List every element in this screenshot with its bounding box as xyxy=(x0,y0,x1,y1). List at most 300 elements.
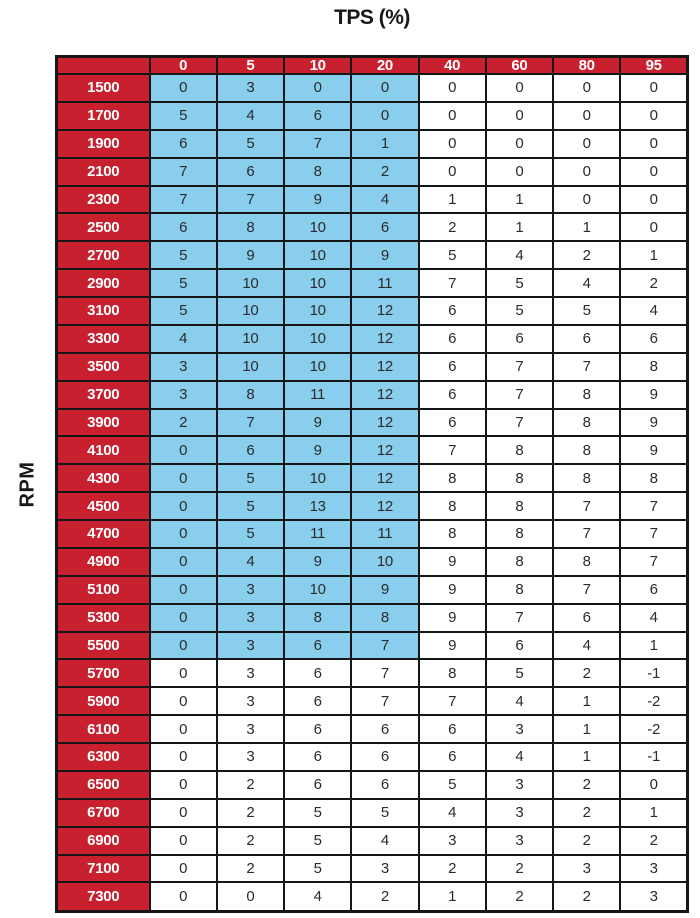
value-cell: 1 xyxy=(553,715,620,743)
value-cell: 8 xyxy=(553,436,620,464)
value-cell: 6 xyxy=(284,687,351,715)
value-cell: -1 xyxy=(620,743,687,771)
value-cell: 0 xyxy=(620,158,687,186)
value-cell: 3 xyxy=(486,827,553,855)
value-cell: 5 xyxy=(217,464,284,492)
row-header-rpm: 3700 xyxy=(57,381,150,409)
value-cell: 9 xyxy=(419,576,486,604)
value-cell: 10 xyxy=(284,297,351,325)
col-header-tps-0: 0 xyxy=(150,57,217,75)
value-cell: 6 xyxy=(419,409,486,437)
col-header-tps-80: 80 xyxy=(553,57,620,75)
row-header-rpm: 2300 xyxy=(57,186,150,214)
value-cell: 0 xyxy=(150,520,217,548)
value-cell: 6 xyxy=(351,213,418,241)
row-header-rpm: 1700 xyxy=(57,102,150,130)
value-cell: 8 xyxy=(620,464,687,492)
value-cell: 0 xyxy=(419,102,486,130)
value-cell: 3 xyxy=(217,632,284,660)
value-cell: 2 xyxy=(553,241,620,269)
value-cell: -2 xyxy=(620,715,687,743)
value-cell: 1 xyxy=(486,213,553,241)
value-cell: 7 xyxy=(486,409,553,437)
value-cell: 10 xyxy=(284,269,351,297)
value-cell: 4 xyxy=(217,548,284,576)
table-row-rpm-1500 xyxy=(57,74,688,102)
value-cell: 0 xyxy=(150,687,217,715)
value-cell: 8 xyxy=(351,604,418,632)
value-cell: 8 xyxy=(419,659,486,687)
row-header-rpm: 3100 xyxy=(57,297,150,325)
table-row-rpm-5900 xyxy=(57,687,688,715)
value-cell: 0 xyxy=(150,882,217,911)
table-row-rpm-3700 xyxy=(57,381,688,409)
value-cell: 4 xyxy=(351,827,418,855)
table-row-rpm-5700 xyxy=(57,659,688,687)
value-cell: 11 xyxy=(351,269,418,297)
value-cell: 4 xyxy=(284,882,351,911)
value-cell: 10 xyxy=(217,325,284,353)
table-row-rpm-5300 xyxy=(57,604,688,632)
value-cell: 6 xyxy=(620,576,687,604)
value-cell: 5 xyxy=(419,241,486,269)
value-cell: 0 xyxy=(150,827,217,855)
value-cell: 2 xyxy=(217,771,284,799)
value-cell: 6 xyxy=(620,325,687,353)
value-cell: 2 xyxy=(419,213,486,241)
table-row-rpm-4500 xyxy=(57,492,688,520)
value-cell: 6 xyxy=(284,102,351,130)
value-cell: 12 xyxy=(351,353,418,381)
value-cell: 0 xyxy=(150,492,217,520)
value-cell: 5 xyxy=(553,297,620,325)
value-cell: 0 xyxy=(620,771,687,799)
table-row-rpm-3300 xyxy=(57,325,688,353)
value-cell: 6 xyxy=(150,213,217,241)
value-cell: 8 xyxy=(486,576,553,604)
value-cell: 4 xyxy=(351,186,418,214)
value-cell: 5 xyxy=(284,799,351,827)
value-cell: 7 xyxy=(620,520,687,548)
value-cell: 9 xyxy=(351,576,418,604)
col-header-tps-20: 20 xyxy=(351,57,418,75)
row-header-rpm: 5300 xyxy=(57,604,150,632)
col-header-tps-5: 5 xyxy=(217,57,284,75)
row-header-rpm: 5100 xyxy=(57,576,150,604)
value-cell: 7 xyxy=(486,604,553,632)
value-cell: 6 xyxy=(284,743,351,771)
value-cell: 3 xyxy=(217,576,284,604)
value-cell: 5 xyxy=(150,241,217,269)
value-cell: 8 xyxy=(419,520,486,548)
col-header-tps-10: 10 xyxy=(284,57,351,75)
value-cell: 0 xyxy=(351,74,418,102)
value-cell: 2 xyxy=(553,659,620,687)
value-cell: 3 xyxy=(620,855,687,883)
table-row-rpm-5500 xyxy=(57,632,688,660)
value-cell: 6 xyxy=(284,771,351,799)
row-header-rpm: 2100 xyxy=(57,158,150,186)
value-cell: 9 xyxy=(419,604,486,632)
value-cell: 0 xyxy=(620,74,687,102)
table-head xyxy=(57,57,688,75)
table-body xyxy=(57,74,688,912)
value-cell: 8 xyxy=(553,381,620,409)
table-row-rpm-7300 xyxy=(57,882,688,911)
value-cell: 2 xyxy=(553,882,620,911)
value-cell: 5 xyxy=(486,269,553,297)
value-cell: 7 xyxy=(150,186,217,214)
value-cell: 0 xyxy=(486,102,553,130)
value-cell: 0 xyxy=(620,213,687,241)
value-cell: 1 xyxy=(620,241,687,269)
table-row-rpm-6100 xyxy=(57,715,688,743)
row-header-rpm: 2900 xyxy=(57,269,150,297)
table-row-rpm-1900 xyxy=(57,130,688,158)
value-cell: 0 xyxy=(150,855,217,883)
value-cell: 12 xyxy=(351,464,418,492)
value-cell: 8 xyxy=(486,464,553,492)
row-header-rpm: 2700 xyxy=(57,241,150,269)
value-cell: 9 xyxy=(620,409,687,437)
value-cell: 2 xyxy=(620,269,687,297)
value-cell: 3 xyxy=(150,353,217,381)
value-cell: 0 xyxy=(620,130,687,158)
value-cell: 10 xyxy=(217,353,284,381)
value-cell: 8 xyxy=(620,353,687,381)
value-cell: 6 xyxy=(419,715,486,743)
value-cell: 1 xyxy=(553,743,620,771)
value-cell: 7 xyxy=(419,269,486,297)
value-cell: 0 xyxy=(553,102,620,130)
row-header-rpm: 4300 xyxy=(57,464,150,492)
value-cell: 2 xyxy=(419,855,486,883)
value-cell: 0 xyxy=(553,158,620,186)
value-cell: 0 xyxy=(150,464,217,492)
row-header-rpm: 1900 xyxy=(57,130,150,158)
value-cell: 5 xyxy=(284,855,351,883)
value-cell: 7 xyxy=(419,687,486,715)
value-cell: 5 xyxy=(351,799,418,827)
value-cell: 0 xyxy=(553,130,620,158)
value-cell: 6 xyxy=(150,130,217,158)
value-cell: 9 xyxy=(284,186,351,214)
value-cell: 2 xyxy=(553,771,620,799)
value-cell: 9 xyxy=(284,548,351,576)
value-cell: 6 xyxy=(419,743,486,771)
value-cell: 7 xyxy=(419,436,486,464)
row-header-rpm: 1500 xyxy=(57,74,150,102)
value-cell: 8 xyxy=(486,492,553,520)
tps-rpm-table xyxy=(55,55,689,913)
value-cell: 4 xyxy=(553,269,620,297)
value-cell: 9 xyxy=(419,632,486,660)
row-header-rpm: 3500 xyxy=(57,353,150,381)
row-header-rpm: 4900 xyxy=(57,548,150,576)
value-cell: 8 xyxy=(419,464,486,492)
value-cell: 6 xyxy=(419,353,486,381)
col-header-tps-60: 60 xyxy=(486,57,553,75)
row-header-rpm: 5700 xyxy=(57,659,150,687)
value-cell: 5 xyxy=(150,297,217,325)
value-cell: 8 xyxy=(284,604,351,632)
value-cell: -2 xyxy=(620,687,687,715)
value-cell: 0 xyxy=(486,74,553,102)
value-cell: 7 xyxy=(620,492,687,520)
row-header-rpm: 4500 xyxy=(57,492,150,520)
value-cell: 3 xyxy=(419,827,486,855)
value-cell: 4 xyxy=(217,102,284,130)
value-cell: 6 xyxy=(419,297,486,325)
value-cell: 6 xyxy=(553,325,620,353)
value-cell: 5 xyxy=(217,130,284,158)
value-cell: 10 xyxy=(284,241,351,269)
value-cell: 8 xyxy=(486,548,553,576)
value-cell: 8 xyxy=(284,158,351,186)
value-cell: 7 xyxy=(284,130,351,158)
value-cell: 9 xyxy=(620,436,687,464)
value-cell: 0 xyxy=(150,715,217,743)
value-cell: 10 xyxy=(284,464,351,492)
value-cell: 12 xyxy=(351,492,418,520)
value-cell: 3 xyxy=(351,855,418,883)
value-cell: 5 xyxy=(150,102,217,130)
table-row-rpm-4700 xyxy=(57,520,688,548)
value-cell: 8 xyxy=(553,548,620,576)
row-header-rpm: 3300 xyxy=(57,325,150,353)
table-row-rpm-5100 xyxy=(57,576,688,604)
value-cell: 3 xyxy=(217,604,284,632)
value-cell: 1 xyxy=(419,186,486,214)
value-cell: 8 xyxy=(553,409,620,437)
value-cell: 9 xyxy=(620,381,687,409)
table-row-rpm-2900 xyxy=(57,269,688,297)
table-row-rpm-4100 xyxy=(57,436,688,464)
value-cell: 6 xyxy=(486,632,553,660)
value-cell: 0 xyxy=(351,102,418,130)
value-cell: 0 xyxy=(150,659,217,687)
value-cell: 0 xyxy=(150,576,217,604)
value-cell: 8 xyxy=(217,213,284,241)
table-row-rpm-4300 xyxy=(57,464,688,492)
table-row-rpm-6300 xyxy=(57,743,688,771)
table-row-rpm-2700 xyxy=(57,241,688,269)
row-header-rpm: 4700 xyxy=(57,520,150,548)
row-header-rpm: 5500 xyxy=(57,632,150,660)
row-header-rpm: 6700 xyxy=(57,799,150,827)
value-cell: 9 xyxy=(284,409,351,437)
value-cell: 6 xyxy=(351,715,418,743)
value-cell: 11 xyxy=(284,381,351,409)
table-row-rpm-4900 xyxy=(57,548,688,576)
value-cell: 1 xyxy=(553,687,620,715)
col-header-tps-95: 95 xyxy=(620,57,687,75)
value-cell: 2 xyxy=(351,882,418,911)
value-cell: 2 xyxy=(217,827,284,855)
value-cell: 0 xyxy=(150,632,217,660)
value-cell: 2 xyxy=(620,827,687,855)
value-cell: 8 xyxy=(419,492,486,520)
value-cell: 0 xyxy=(620,102,687,130)
value-cell: 7 xyxy=(217,186,284,214)
value-cell: 7 xyxy=(620,548,687,576)
value-cell: 3 xyxy=(486,799,553,827)
value-cell: 0 xyxy=(553,74,620,102)
table-row-rpm-3900 xyxy=(57,409,688,437)
row-header-rpm: 6900 xyxy=(57,827,150,855)
col-header-tps-40: 40 xyxy=(419,57,486,75)
value-cell: 7 xyxy=(150,158,217,186)
row-header-rpm: 4100 xyxy=(57,436,150,464)
value-cell: 7 xyxy=(553,353,620,381)
x-axis-label-tps: TPS (%) xyxy=(334,6,410,29)
value-cell: 9 xyxy=(351,241,418,269)
value-cell: 1 xyxy=(486,186,553,214)
value-cell: 3 xyxy=(486,715,553,743)
value-cell: 6 xyxy=(553,604,620,632)
value-cell: 1 xyxy=(620,799,687,827)
value-cell: 10 xyxy=(284,576,351,604)
value-cell: 1 xyxy=(620,632,687,660)
value-cell: 7 xyxy=(351,687,418,715)
value-cell: 2 xyxy=(217,799,284,827)
value-cell: 1 xyxy=(553,213,620,241)
value-cell: 3 xyxy=(217,659,284,687)
value-cell: 7 xyxy=(351,632,418,660)
value-cell: 0 xyxy=(284,74,351,102)
value-cell: 4 xyxy=(486,241,553,269)
header-row xyxy=(57,57,688,75)
value-cell: 2 xyxy=(486,882,553,911)
value-cell: 3 xyxy=(620,882,687,911)
value-cell: 3 xyxy=(217,743,284,771)
value-cell: 7 xyxy=(553,576,620,604)
value-cell: 8 xyxy=(553,464,620,492)
value-cell: 4 xyxy=(486,687,553,715)
value-cell: 0 xyxy=(150,743,217,771)
value-cell: 2 xyxy=(486,855,553,883)
table-row-rpm-6900 xyxy=(57,827,688,855)
value-cell: 10 xyxy=(217,269,284,297)
value-cell: 0 xyxy=(419,74,486,102)
table-row-rpm-3500 xyxy=(57,353,688,381)
value-cell: 4 xyxy=(486,743,553,771)
value-cell: 0 xyxy=(150,74,217,102)
value-cell: 9 xyxy=(419,548,486,576)
value-cell: 1 xyxy=(419,882,486,911)
value-cell: 8 xyxy=(486,520,553,548)
value-cell: 6 xyxy=(217,436,284,464)
value-cell: 4 xyxy=(553,632,620,660)
value-cell: 0 xyxy=(486,158,553,186)
value-cell: 0 xyxy=(620,186,687,214)
value-cell: 10 xyxy=(284,325,351,353)
value-cell: 6 xyxy=(419,381,486,409)
value-cell: 6 xyxy=(351,771,418,799)
row-header-rpm: 5900 xyxy=(57,687,150,715)
value-cell: -1 xyxy=(620,659,687,687)
y-axis-label-rpm: RPM xyxy=(15,461,38,507)
value-cell: 9 xyxy=(284,436,351,464)
value-cell: 0 xyxy=(553,186,620,214)
table-row-rpm-7100 xyxy=(57,855,688,883)
value-cell: 5 xyxy=(217,520,284,548)
value-cell: 6 xyxy=(486,325,553,353)
value-cell: 3 xyxy=(486,771,553,799)
row-header-rpm: 7300 xyxy=(57,882,150,911)
value-cell: 9 xyxy=(217,241,284,269)
value-cell: 11 xyxy=(284,520,351,548)
corner-cell xyxy=(57,57,150,75)
value-cell: 0 xyxy=(419,158,486,186)
value-cell: 1 xyxy=(351,130,418,158)
value-cell: 6 xyxy=(284,659,351,687)
value-cell: 7 xyxy=(486,381,553,409)
value-cell: 6 xyxy=(351,743,418,771)
value-cell: 0 xyxy=(150,771,217,799)
value-cell: 12 xyxy=(351,381,418,409)
value-cell: 0 xyxy=(150,604,217,632)
value-cell: 6 xyxy=(284,632,351,660)
value-cell: 10 xyxy=(217,297,284,325)
table-row-rpm-3100 xyxy=(57,297,688,325)
value-cell: 5 xyxy=(486,659,553,687)
value-cell: 0 xyxy=(217,882,284,911)
row-header-rpm: 7100 xyxy=(57,855,150,883)
row-header-rpm: 6500 xyxy=(57,771,150,799)
row-header-rpm: 6300 xyxy=(57,743,150,771)
value-cell: 4 xyxy=(150,325,217,353)
value-cell: 7 xyxy=(553,492,620,520)
value-cell: 5 xyxy=(419,771,486,799)
value-cell: 2 xyxy=(150,409,217,437)
value-cell: 8 xyxy=(217,381,284,409)
value-cell: 11 xyxy=(351,520,418,548)
value-cell: 7 xyxy=(351,659,418,687)
value-cell: 7 xyxy=(553,520,620,548)
table-row-rpm-2500 xyxy=(57,213,688,241)
table-row-rpm-2300 xyxy=(57,186,688,214)
value-cell: 2 xyxy=(351,158,418,186)
row-header-rpm: 6100 xyxy=(57,715,150,743)
value-cell: 3 xyxy=(217,687,284,715)
value-cell: 5 xyxy=(284,827,351,855)
value-cell: 3 xyxy=(553,855,620,883)
value-cell: 2 xyxy=(217,855,284,883)
value-cell: 12 xyxy=(351,409,418,437)
value-cell: 3 xyxy=(150,381,217,409)
value-cell: 10 xyxy=(284,213,351,241)
value-cell: 6 xyxy=(284,715,351,743)
value-cell: 0 xyxy=(150,548,217,576)
value-cell: 4 xyxy=(419,799,486,827)
value-cell: 0 xyxy=(419,130,486,158)
y-axis-label-container xyxy=(0,55,55,913)
value-cell: 12 xyxy=(351,325,418,353)
value-cell: 2 xyxy=(553,799,620,827)
value-cell: 7 xyxy=(217,409,284,437)
value-cell: 12 xyxy=(351,297,418,325)
value-cell: 0 xyxy=(150,799,217,827)
value-cell: 5 xyxy=(217,492,284,520)
value-cell: 3 xyxy=(217,715,284,743)
value-cell: 2 xyxy=(553,827,620,855)
table-row-rpm-1700 xyxy=(57,102,688,130)
value-cell: 13 xyxy=(284,492,351,520)
table-row-rpm-6500 xyxy=(57,771,688,799)
value-cell: 0 xyxy=(150,436,217,464)
value-cell: 12 xyxy=(351,436,418,464)
